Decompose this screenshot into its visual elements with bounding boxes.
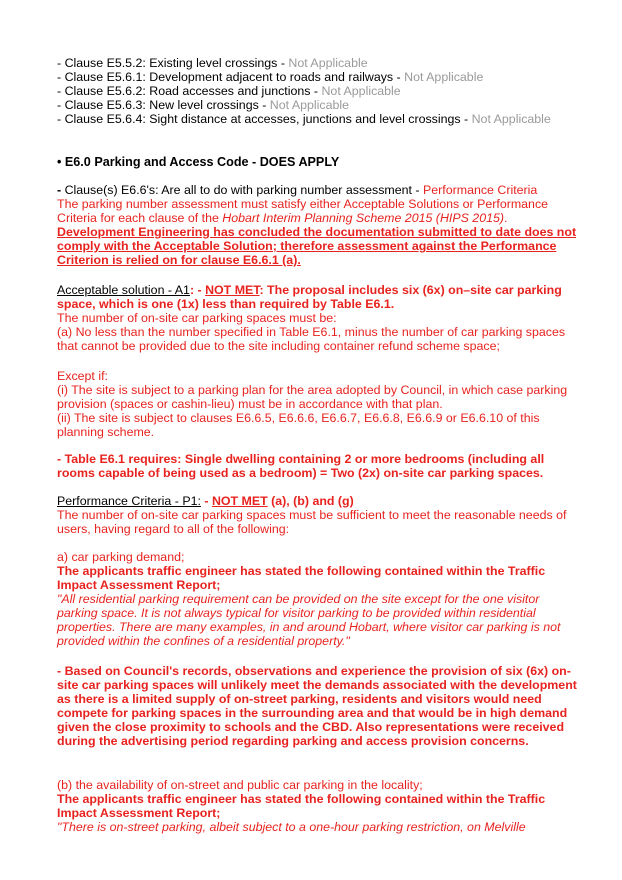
acceptable-solution-a1 (57, 283, 577, 353)
except-if: Except if: (57, 369, 108, 383)
p1-b-label: (b) the availability of on-street and public car parking in the locality; (57, 778, 423, 792)
status-not-applicable: Not Applicable (321, 84, 401, 98)
clause-item: - Clause E5.6.4: Sight distance at accesses, junctions and level crossings - Not Applicable (57, 112, 551, 126)
p1-a-engineer: The applicants traffic engineer has stated the following contained within the Traffic Impact Assessment Report; (57, 564, 546, 592)
p1-status: NOT MET (211, 494, 268, 508)
p1-label: Performance Criteria - P1: (57, 494, 201, 508)
a1-finding: Acceptable solution - A1: - NOT MET: The proposal includes six (6x) on–site car parking space, which is one (1x) less than required by Table E6.1. (57, 283, 562, 311)
p1-a-council-assessment: - Based on Council's records, observations and experience the provision of six (6x) on-site car parking spaces will unlikely meet the demands associated with the development as there is a limited supply of on-street parking, residents and visitors would need compete for parking spaces in the surrounding area and that would be in high demand given the close proximity to schools and the CBD. Also representations were received during the advertising period regarding parking and access provision concerns. (57, 664, 577, 748)
clause-list (57, 56, 577, 126)
a1-exceptions (57, 369, 577, 439)
criteria-label: Performance Criteria (423, 183, 538, 197)
p1-heading: Performance Criteria - P1: - NOT MET (a), (b) and (g) (57, 494, 354, 508)
clause-item: - Clause E5.6.1: Development adjacent to roads and railways - Not Applicable (57, 70, 484, 84)
a1-line: The number of on-site car parking spaces must be: (57, 311, 337, 325)
performance-criteria-p1 (57, 494, 577, 536)
clause-item: - Clause E5.6.3: New level crossings - Not Applicable (57, 98, 350, 112)
p1-section-a (57, 550, 577, 648)
e6-heading: • E6.0 Parking and Access Code - DOES APPLY (57, 155, 340, 169)
e6-intro-body: The parking number assessment must satisfy either Acceptable Solutions or Performance Criteria for each clause of the Hobart Interim Planning Scheme 2015 (HIPS 2015). (57, 197, 549, 225)
p1-intro: The number of on-site car parking spaces must be sufficient to meet the reasonable needs of users, having regard to all of the following: (57, 508, 567, 536)
e6-intro-line: - Clause(s) E6.6's: Are all to do with parking number assessment - Performance Criteria (57, 183, 538, 197)
status-not-applicable: Not Applicable (471, 112, 551, 126)
p1-b-quote: "There is on-street parking, albeit subject to a one-hour parking restriction, on Melville (57, 820, 526, 834)
except-item: (ii) The site is subject to clauses E6.6.5, E6.6.6, E6.6.7, E6.6.8, E6.6.9 or E6.6.10 of this planning scheme. (57, 411, 540, 439)
clause-item: - Clause E5.6.2: Road accesses and junctions - Not Applicable (57, 84, 401, 98)
status-not-applicable: Not Applicable (288, 56, 368, 70)
scheme-name: Hobart Interim Planning Scheme 2015 (HIPS 2015) (222, 211, 504, 225)
p1-a-quote: "All residential parking requirement can be provided on the site except for the one visitor parking space. It is not always typical for visitor parking to be provided within residential properties. There are many examples, in and around Hobart, where visitor car parking is not provided within the confines of a residential property." (57, 592, 561, 648)
status-not-applicable: Not Applicable (269, 98, 350, 112)
table-e61-requirement: - Table E6.1 requires: Single dwelling containing 2 or more bedrooms (including all rooms capable of being used as a bedroom) = Two (2x) on-site car parking spaces. (57, 452, 545, 480)
clause-item: - Clause E5.5.2: Existing level crossings - Not Applicable (57, 56, 368, 70)
engineering-conclusion: Development Engineering has concluded the documentation submitted to date does not comply with the Acceptable Solution; therefore assessment against the Performance Criterion is relied on for clause E6.6.1 (a). (57, 225, 577, 267)
p1-b-engineer: The applicants traffic engineer has stated the following contained within the Traffic Impact Assessment Report; (57, 792, 546, 820)
e6-intro (57, 183, 577, 267)
status-not-applicable: Not Applicable (404, 70, 484, 84)
a1-status: NOT MET (205, 283, 260, 297)
p1-section-b (57, 778, 577, 834)
p1-a-label: a) car parking demand; (57, 550, 185, 564)
a1-label: Acceptable solution - A1 (57, 283, 190, 297)
a1-line: (a) No less than the number specified in Table E6.1, minus the number of car parking spaces that cannot be provided due to the site including container refund scheme space; (57, 325, 566, 353)
except-item: (i) The site is subject to a parking plan for the area adopted by Council, in which case parking provision (spaces or cashin-lieu) must be in accordance with that plan. (57, 383, 568, 411)
